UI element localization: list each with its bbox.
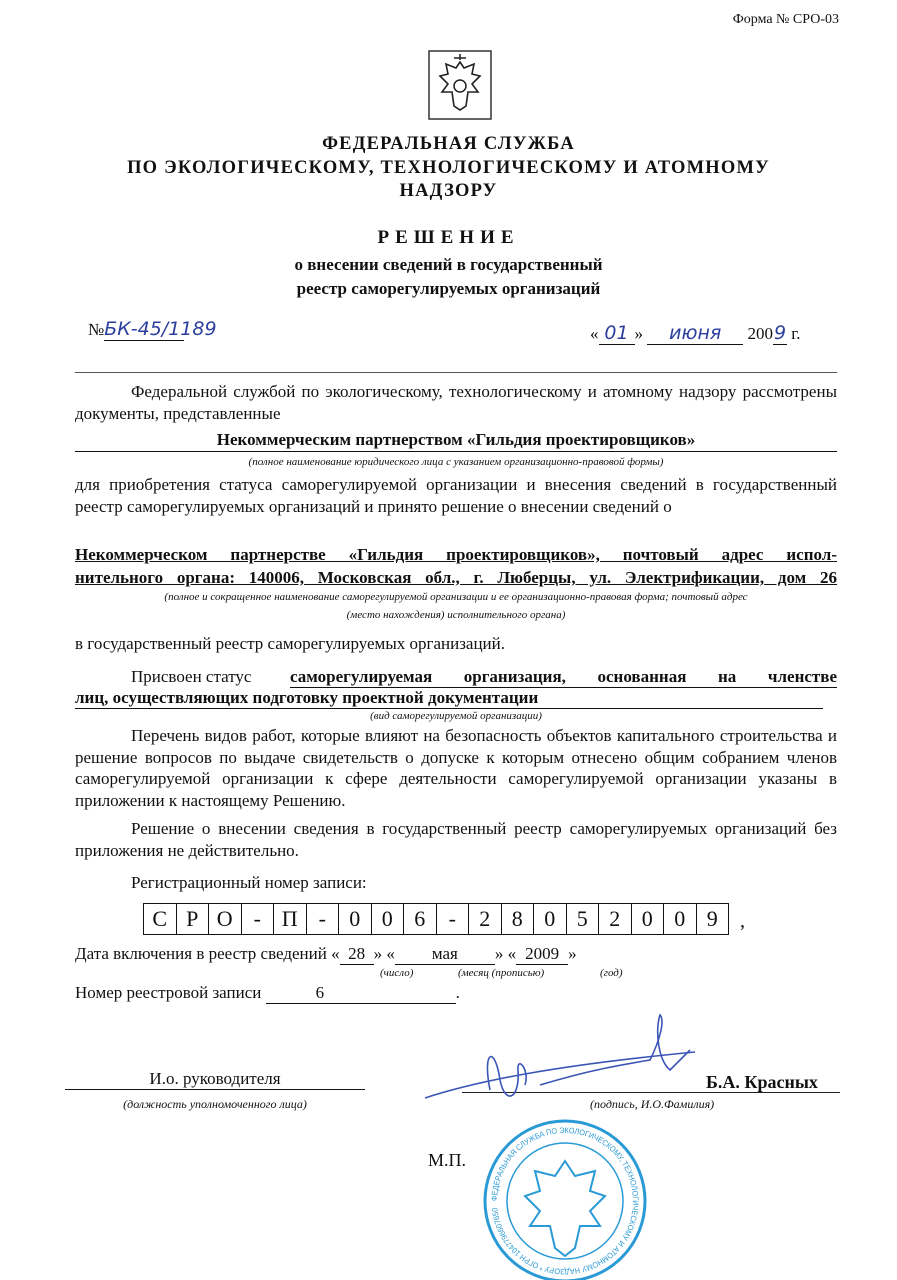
record-end: .	[455, 983, 460, 1002]
quote-open: «	[590, 324, 599, 343]
date-suffix: г.	[791, 324, 801, 343]
inclusion-month: мая	[395, 944, 495, 965]
inclusion-day-note: (число)	[380, 967, 414, 979]
signer-name-note: (подпись, И.О.Фамилия)	[590, 1097, 715, 1111]
date-month: июня	[647, 322, 743, 345]
paragraph-intro: Федеральной службой по экологическому, технологическому и атомному надзору рассмотрены документы, представленные	[75, 382, 837, 423]
registration-number	[143, 903, 729, 935]
registration-cell: 5	[567, 904, 600, 934]
agency-line-1: ФЕДЕРАЛЬНАЯ СЛУЖБА	[322, 134, 575, 154]
registration-cell: 2	[599, 904, 632, 934]
date-year-suffix: 9	[773, 322, 787, 344]
quote-close: »	[634, 324, 643, 343]
agency-line-2: ПО ЭКОЛОГИЧЕСКОМУ, ТЕХНОЛОГИЧЕСКОМУ И АТОМНОМУ	[127, 158, 770, 178]
registration-cell: 0	[534, 904, 567, 934]
form-number: Форма № СРО-03	[732, 12, 839, 27]
registration-cell: 0	[632, 904, 665, 934]
inclusion-label: Дата включения в реестр сведений	[75, 944, 327, 963]
registration-cell: -	[307, 904, 340, 934]
paragraph-purpose: для приобретения статуса саморегулируемой организации и внесения сведений в государственный реестр саморегулируемых организаций и принято решение о внесении сведений о	[75, 475, 837, 516]
applicant-name: Некоммерческим партнерством «Гильдия проектировщиков»	[75, 430, 837, 452]
divider	[75, 372, 837, 373]
status-note: (вид саморегулируемой организации)	[370, 710, 542, 722]
registration-cell: Р	[177, 904, 210, 934]
inclusion-date: Дата включения в реестр сведений « 28 » « мая » « 2009 »	[75, 944, 577, 963]
handwritten-signature	[420, 1010, 700, 1120]
registration-cell: 0	[339, 904, 372, 934]
registration-cell: О	[209, 904, 242, 934]
registration-cell: -	[242, 904, 275, 934]
status-label: Присвоен статус	[131, 667, 252, 686]
registration-label: Регистрационный номер записи:	[131, 873, 367, 892]
organization-note-2: (место нахождения) исполнительного органа)	[346, 609, 566, 621]
document-subtitle-2: реестр саморегулируемых организаций	[296, 279, 601, 298]
svg-text:ФЕДЕРАЛЬНАЯ СЛУЖБА ПО ЭКОЛОГИЧ	[490, 1126, 640, 1276]
inclusion-day: 28	[340, 944, 374, 965]
agency-line-3: НАДЗОРУ	[399, 181, 498, 201]
paragraph-validity: Решение о внесении сведения в государственный реестр саморегулируемых организаций без приложения не действительно.	[75, 819, 837, 860]
status-line-2: лиц, осуществляющих подготовку проектной документации	[75, 688, 823, 709]
coat-of-arms-emblem	[428, 50, 492, 120]
record-number	[75, 983, 460, 1004]
registration-cell: 2	[469, 904, 502, 934]
signer-name: Б.А. Красных	[706, 1072, 818, 1092]
status-line-1: саморегулируемая организация, основанная на членстве	[290, 667, 837, 686]
organization-line-2: нительного органа: 140006, Московская обл., г. Люберцы, ул. Электрификации, дом 26	[75, 568, 837, 587]
stamp-text: ФЕДЕРАЛЬНАЯ СЛУЖБА ПО ЭКОЛОГИЧЕСКОМУ, ТЕХНОЛОГИЧЕСКОМУ И АТОМНОМУ НАДЗОРУ * ОГРН 1047796607650	[489, 1125, 641, 1277]
date-day: 01	[599, 322, 635, 345]
organization-note-1: (полное и сокращенное наименование саморегулируемой организации и ее организационно-правовая форма; почтовый адрес	[164, 591, 748, 603]
registration-cell: 0	[664, 904, 697, 934]
document-date	[590, 322, 801, 345]
registration-cell: 0	[372, 904, 405, 934]
inclusion-month-note: (месяц (прописью)	[458, 967, 545, 979]
number-value: БК-45/1189	[104, 318, 217, 340]
document-number	[88, 318, 217, 341]
paragraph-registry: в государственный реестр саморегулируемых организаций.	[75, 634, 506, 653]
document-title: РЕШЕНИЕ	[377, 227, 520, 248]
registration-cell: 9	[706, 906, 718, 931]
stamp-place-label: М.П.	[428, 1150, 467, 1170]
document-subtitle-1: о внесении сведений в государственный	[294, 255, 603, 274]
registration-cell: -	[437, 904, 470, 934]
record-value: 6	[315, 983, 325, 1002]
inclusion-year: 2009	[516, 944, 568, 965]
registration-cell: П	[274, 904, 307, 934]
inclusion-year-note: (год)	[600, 967, 623, 979]
applicant-note: (полное наименование юридического лица с указанием организационно-правовой формы)	[248, 456, 664, 468]
registration-cell: С	[144, 904, 177, 934]
organization-line-1: Некоммерческом партнерстве «Гильдия проектировщиков», почтовый адрес испол-	[75, 545, 837, 564]
paragraph-works-list: Перечень видов работ, которые влияют на безопасность объектов капитального строительства и решение вопросов по выдаче свидетельств о допуске к которым отнесено общим собранием членов саморегулируемой организации к сфере деятельности саморегулируемой организации указаны в приложении к настоящему Решению.	[75, 726, 837, 810]
date-year-prefix: 200	[747, 324, 773, 343]
signer-position-note: (должность уполномоченного лица)	[123, 1097, 307, 1111]
registration-comma: ,	[740, 910, 745, 932]
registration-cell: 8	[502, 904, 535, 934]
official-stamp	[480, 1116, 650, 1280]
record-label: Номер реестровой записи	[75, 983, 262, 1002]
registration-cell: 6	[404, 904, 437, 934]
signer-position: И.о. руководителя	[65, 1069, 365, 1090]
number-prefix: №	[88, 320, 105, 339]
